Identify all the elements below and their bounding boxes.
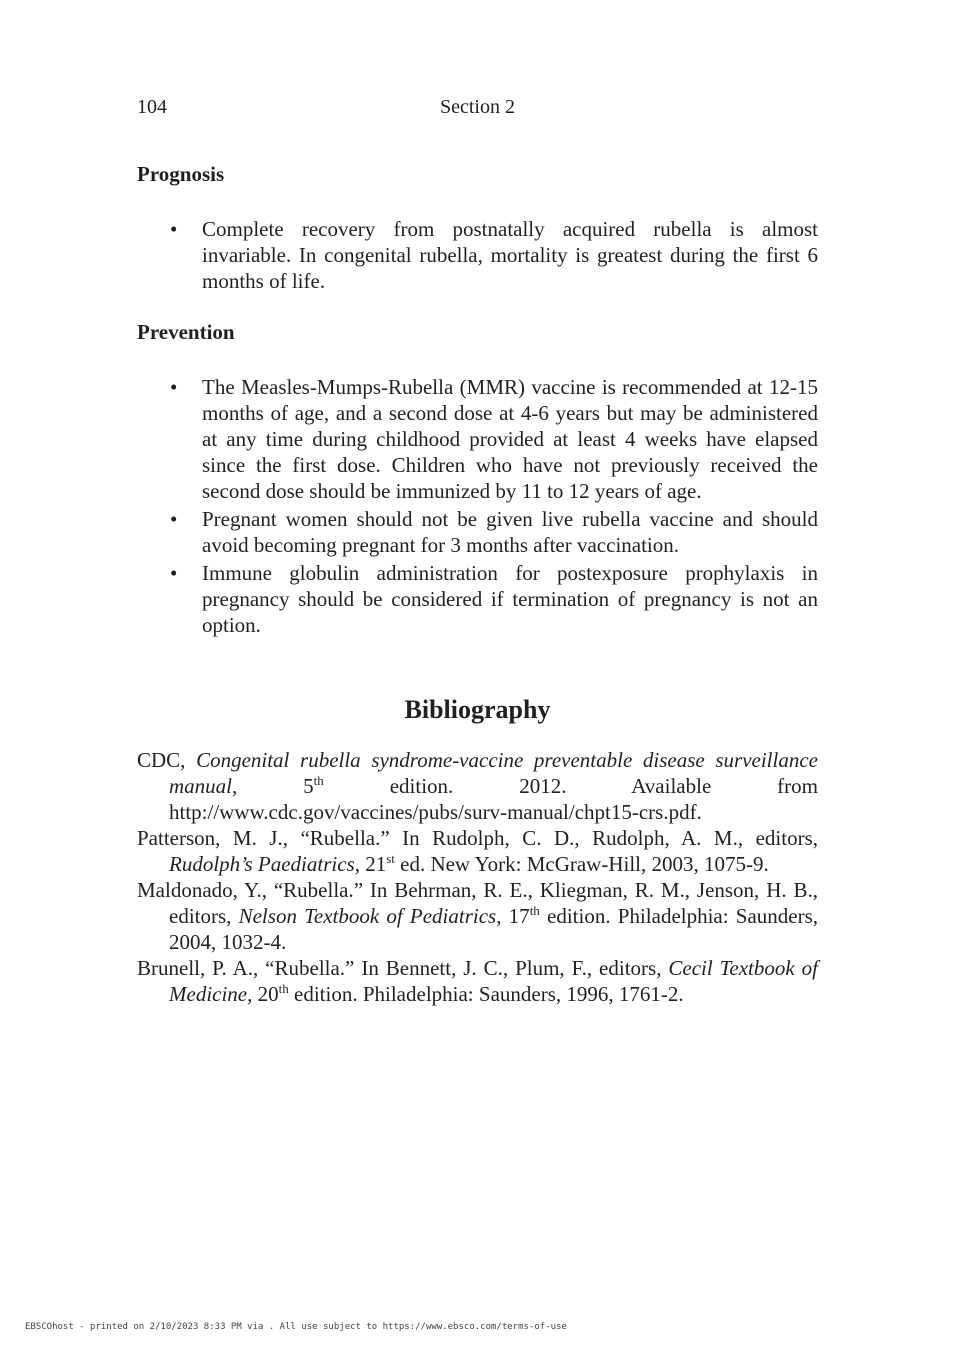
- prevention-heading: Prevention: [137, 320, 235, 344]
- bibliography-entry: [137, 955, 818, 1007]
- list-item: • Complete recovery from postnatally acquired rubella is almost invariable. In congenital rubella, mortality is greatest during the first 6 months of life.: [202, 216, 818, 294]
- print-footer: EBSCOhost - printed on 2/10/2023 8:33 PM via . All use subject to https://www.ebsco.com/terms-of-use: [25, 1322, 567, 1332]
- entry-ordinal: th: [529, 903, 540, 918]
- entry-details: edition. Philadelphia: Saunders, 1996, 1761-2.: [288, 982, 684, 1006]
- entry-edition: , 17: [496, 904, 530, 928]
- entry-title: Rudolph’s Paediatrics: [169, 852, 355, 876]
- entry-edition: , 21: [354, 852, 387, 876]
- entry-details: edition. Philadelphia: Saunders, 2004, 1032-4.: [169, 904, 819, 954]
- bibliography-entry: [137, 877, 818, 955]
- prognosis-list: [202, 216, 818, 296]
- entry-authors: Brunell, P. A., “Rubella.” In Bennett, J. C., Plum, F., editors,: [137, 956, 669, 980]
- entry-title: Cecil Textbook of Medicine: [169, 956, 818, 1006]
- bibliography-entry: [137, 747, 818, 825]
- bibliography-entry: [137, 825, 818, 877]
- page-number: 104: [137, 96, 167, 118]
- entry-ordinal: th: [313, 773, 324, 788]
- bibliography-title: Bibliography: [404, 695, 551, 724]
- entry-authors: CDC,: [137, 748, 197, 772]
- list-item: • Immune globulin administration for postexposure prophylaxis in pregnancy should be considered if termination of pregnancy is not an option.: [202, 560, 818, 638]
- list-item: • The Measles-Mumps-Rubella (MMR) vaccine is recommended at 12-15 months of age, and a second dose at 4-6 years but may be administered at any time during childhood provided at least 4 weeks have elapsed since the first dose. Children who have not previously received the second dose should be immunized by 11 to 12 years of age.: [202, 374, 818, 504]
- entry-authors: Maldonado, Y., “Rubella.” In Behrman, R. E., Kliegman, R. M., Jenson, H. B., editors,: [137, 878, 818, 928]
- entry-details: ed. New York: McGraw-Hill, 2003, 1075-9.: [394, 852, 769, 876]
- entry-title: Nelson Textbook of Pediatrics: [238, 904, 497, 928]
- entry-ordinal: th: [278, 981, 289, 996]
- prevention-list: [202, 374, 818, 640]
- entry-ordinal: st: [386, 851, 395, 866]
- bibliography-list: [137, 747, 818, 1007]
- entry-edition: , 20: [247, 982, 279, 1006]
- entry-details: edition. 2012. Available from http://www.cdc.gov/vaccines/pubs/surv-manual/chpt15-crs.pdf.: [169, 774, 819, 824]
- entry-authors: Patterson, M. J., “Rubella.” In Rudolph, C. D., Rudolph, A. M., editors,: [137, 826, 818, 850]
- entry-edition: , 5: [232, 774, 314, 798]
- running-head: Section 2: [440, 96, 515, 118]
- list-item: • Pregnant women should not be given live rubella vaccine and should avoid becoming pregnant for 3 months after vaccination.: [202, 506, 818, 558]
- prognosis-heading: Prognosis: [137, 162, 225, 186]
- entry-title: Congenital rubella syndrome-vaccine preventable disease surveillance manual: [169, 748, 818, 798]
